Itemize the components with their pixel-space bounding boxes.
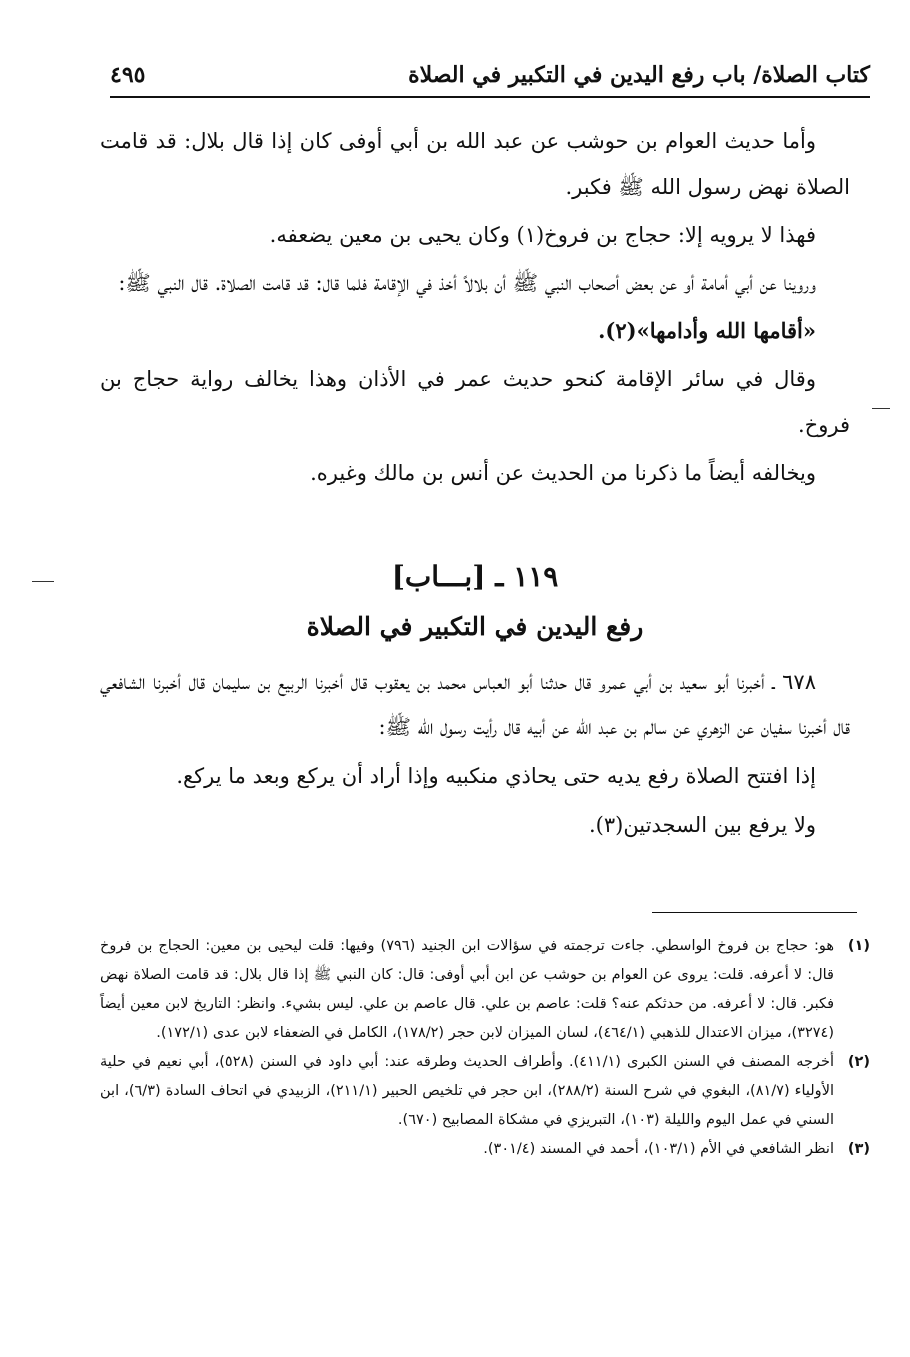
footnote-text: هو: حجاج بن فروخ الواسطي. جاءت ترجمته في سؤالات ابن الجنيد (٧٩٦) وفيها: قلت ليحيى بن معين: الحجاج بن فروخ قال: لا أعرفه. قلت: يروى عن العوام بن حوشب عن ابن أبي أوفى: قال: كان النبي ﷺ إذا قال بلال: قد قامت الصلاة نهض فكبر. قال: لا أعرفه. من حدثكم عنه؟ قلت: عاصم بن علي. قال عاصم بن علي. ليس بشيء. وانظر: التاريخ لابن معين أيضاً (٣٢٧٤)، ميزان الاعتدال للذهبي (٤٦٤/١)، لسان الميزان لابن حجر (١٧٨/٢)، الكامل في الضعفاء لابن عدى (١٧٢/١). — [100, 938, 835, 1041]
footnote-text: أخرجه المصنف في السنن الكبرى (٤١١/١). وأطراف الحديث وطرقه عند: أبي داود في السنن (٥٢٨)، أبي نعيم في حلية الأولياء (٨١/٧)، البغوي في شرح السنة (٢٨٨/٢)، ابن حجر في تلخيص الحبير (٢١١/١)، الزبيدي في اتحاف السادة (٦/٣)، ابن السني في عمل اليوم والليلة (١٠٣)، التبريزي في مشكاة المصابيح (٦٧٠). — [100, 1054, 834, 1128]
running-header — [110, 52, 870, 88]
main-text — [100, 118, 850, 498]
margin-mark — [872, 408, 890, 409]
paragraph: ولا يرفع بين السجدتين(٣). — [588, 813, 816, 837]
header-title: كتاب الصلاة/ باب رفع اليدين في التكبير في الصلاة — [408, 62, 870, 88]
footnote — [100, 1048, 870, 1135]
hadith-text — [100, 660, 850, 852]
footnote — [100, 932, 870, 1048]
footnote-divider — [652, 912, 857, 913]
footnote-text: انظر الشافعي في الأم (١٠٣/١)، أحمد في المسند (٣٠١/٤). — [483, 1141, 834, 1157]
margin-mark — [32, 581, 54, 582]
chapter-number: ١١٩ ـ [بـــاب] — [391, 560, 559, 593]
paragraph: وقال في سائر الإقامة كنحو حديث عمر في الأذان وهذا يخالف رواية حجاج بن فروخ. — [100, 367, 850, 437]
chapter-title: رفع اليدين في التكبير في الصلاة — [306, 612, 644, 641]
page-number: ٤٩٥ — [110, 62, 146, 88]
paragraph: ٦٧٨ ـ أخبرنا أبو سعيد بن أبي عمرو قال حدثنا أبو العباس محمد بن يعقوب قال أخبرنا الربيع بن سليمان قال أخبرنا الشافعي قال أخبرنا سفيان عن الزهري عن سالم بن عبد الله عن أبيه قال رأيت رسول الله ﷺ: — [100, 670, 850, 739]
header-divider — [110, 96, 870, 98]
footnote-number: (١) — [847, 938, 870, 954]
footnote — [100, 1135, 870, 1164]
footnote-number: (٢) — [847, 1054, 870, 1070]
paragraph: ويخالفه أيضاً ما ذكرنا من الحديث عن أنس بن مالك وغيره. — [310, 461, 816, 485]
footnote-number: (٣) — [847, 1141, 870, 1157]
paragraph: إذا افتتح الصلاة رفع يديه حتى يحاذي منكبيه وإذا أراد أن يركع وبعد ما يركع. — [176, 764, 816, 788]
paragraph: وأما حديث العوام بن حوشب عن عبد الله بن أبي أوفى كان إذا قال بلال: قد قامت الصلاة نهض رسول الله ﷺ فكبر. — [100, 129, 850, 199]
paragraph: وروينا عن أبي أمامة أو عن بعض أصحاب النبي ﷺ أن بلالاً أخذ في الإقامة فلما قال: قد قامت الصلاة. قال النبي ﷺ: — [118, 271, 816, 295]
quoted-hadith: «أقامها الله وأدامها»(٢). — [598, 318, 816, 343]
footnotes — [100, 932, 870, 1164]
paragraph: فهذا لا يرويه إلا: حجاج بن فروخ(١) وكان يحيى بن معين يضعفه. — [269, 223, 816, 247]
